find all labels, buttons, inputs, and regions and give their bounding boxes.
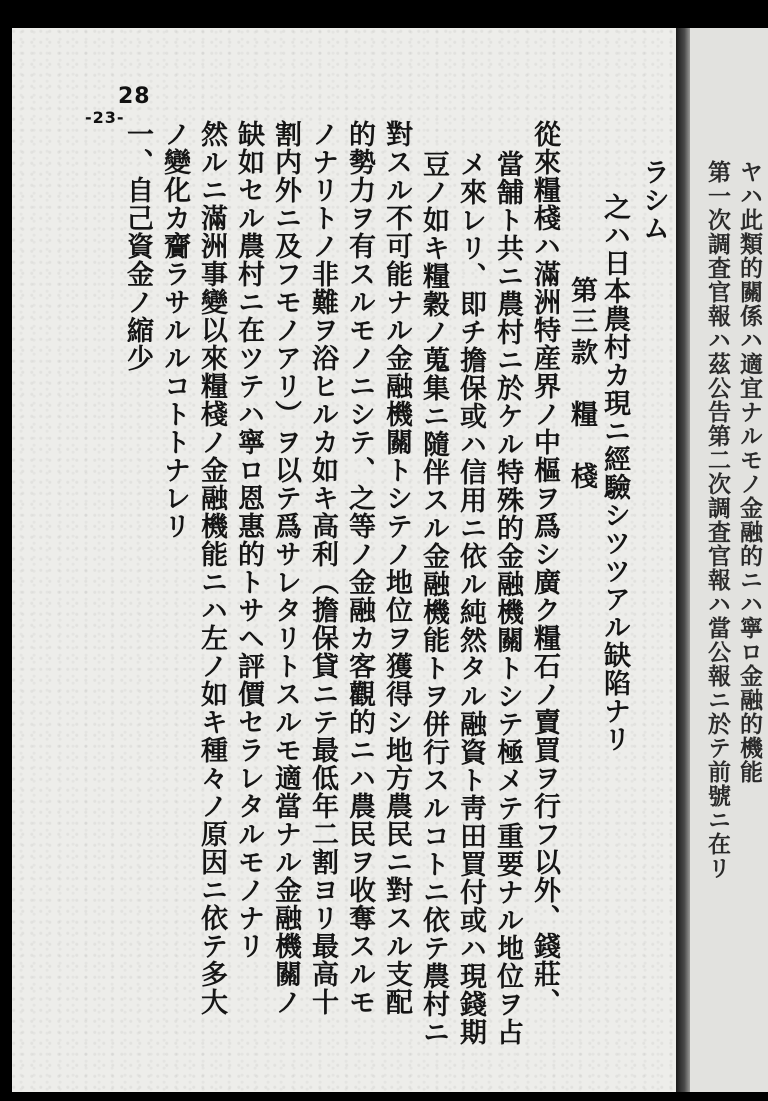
text-column: 一、自己資金ノ縮少 bbox=[122, 120, 153, 372]
text-column: 之ハ日本農村カ現ニ經驗シツツアル缺陷ナリ bbox=[599, 193, 630, 753]
facing-page-column: ヤハ此類的關係ハ適宜ナルモノ金融的ニハ寧ロ金融的機能 bbox=[736, 160, 763, 784]
text-column: ノ變化カ齎ラサルルコトトナレリ bbox=[159, 120, 190, 540]
text-column: 缺如セル農村ニ在ツテハ寧ロ恩惠的トサヘ評價セラレタルモノナリ bbox=[233, 120, 264, 960]
page-number: 28 bbox=[118, 84, 151, 109]
book-gutter bbox=[676, 28, 690, 1092]
text-column: 對スル不可能ナル金融機關トシテノ地位ヲ獲得シ地方農民ニ對スル支配 bbox=[381, 120, 412, 1016]
text-column: 當舗ト共ニ農村ニ於ケル特殊的金融機關トシテ極メテ重要ナル地位ヲ占 bbox=[492, 150, 523, 1046]
text-column: メ來レリ、即チ擔保或ハ信用ニ依ル純然タル融資ト靑田買付或ハ現錢期 bbox=[455, 150, 486, 1046]
text-column: 的勢力ヲ有スルモノニシテ、之等ノ金融カ客觀的ニハ農民ヲ收奪スルモ bbox=[344, 120, 375, 1016]
text-column: 從來糧棧ハ滿洲特産界ノ中樞ヲ爲シ廣ク糧石ノ賣買ヲ行フ以外、錢莊、 bbox=[529, 120, 560, 1016]
text-column: 然ルニ滿洲事變以來糧棧ノ金融機能ニハ左ノ如キ種々ノ原因ニ依テ多大 bbox=[196, 120, 227, 1016]
facing-page-column: 第一次調査官報ハ茲公告第二次調査官報ハ當公報ニ於テ前號ニ在リ bbox=[704, 160, 731, 880]
text-column: ラシム bbox=[638, 158, 669, 242]
text-column: 割内外ニ及フモノアリ）ヲ以テ爲サレタリトスルモ適當ナル金融機關ノ bbox=[270, 120, 301, 1016]
text-column: 豆ノ如キ糧穀ノ蒐集ニ隨伴スル金融機能トヲ併行スルコトニ依テ農村ニ bbox=[418, 150, 449, 1046]
section-heading: 第三款 糧 棧 bbox=[566, 276, 597, 493]
text-column: ノナリトノ非難ヲ浴ヒルカ如キ高利（擔保貸ニテ最低年二割ヨリ最高十 bbox=[307, 120, 338, 1016]
page-number-secondary: -23- bbox=[85, 108, 125, 127]
